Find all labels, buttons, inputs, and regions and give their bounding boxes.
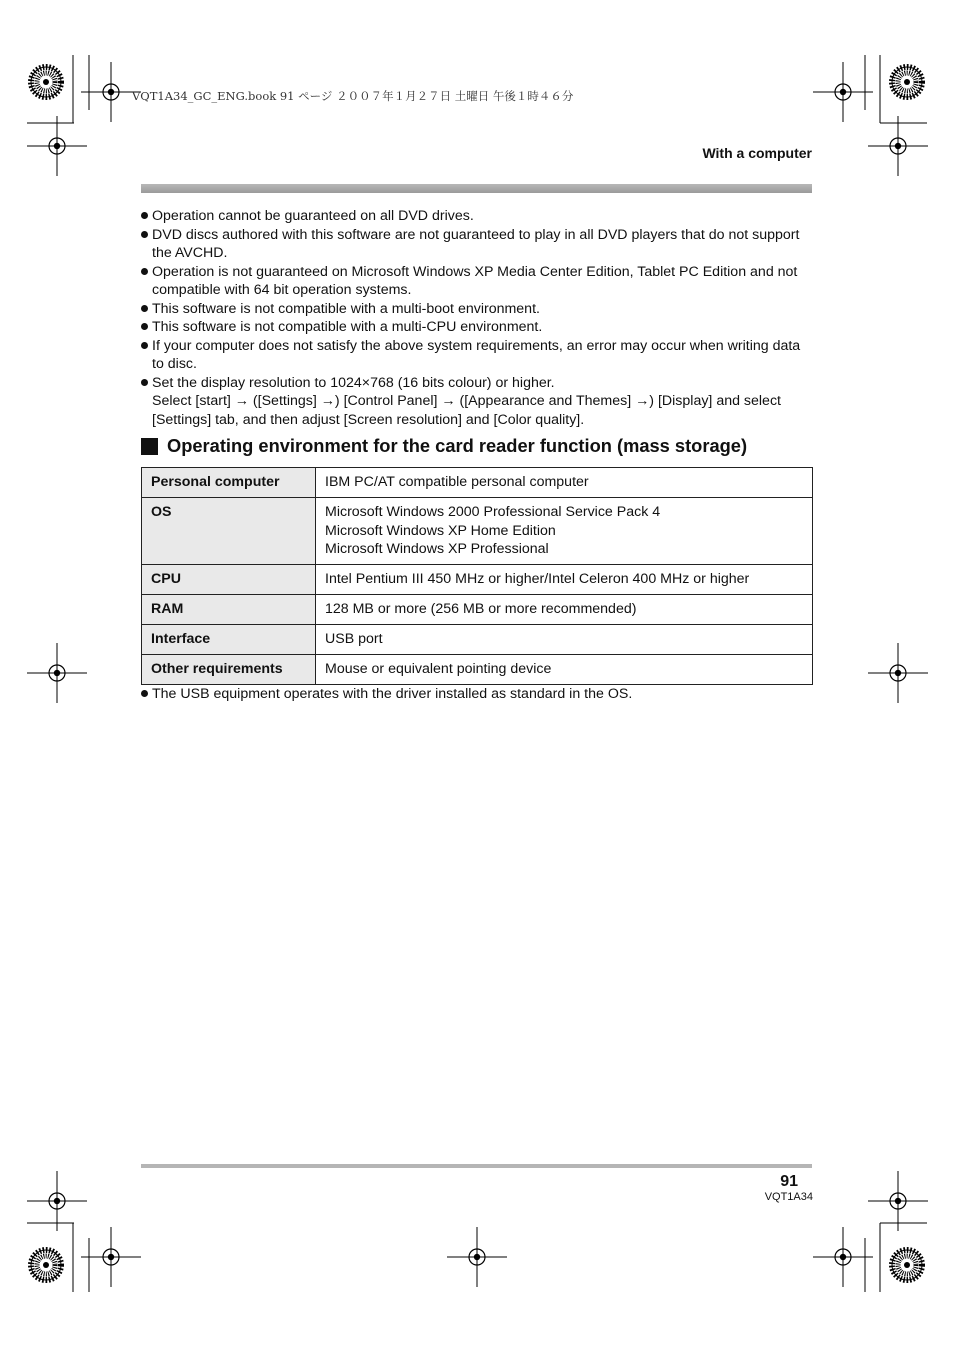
print-header: VQT1A34_GC_ENG.book 91 ページ ２００７年１月２７日 土曜日 午後１時４６分 [132,89,574,103]
table-row [142,625,813,655]
footer-rule [141,1164,812,1168]
bullet-icon [141,268,148,275]
bullet-icon [141,305,148,312]
document-code: VQT1A34 [764,1191,813,1203]
row-label: Other requirements [142,655,316,685]
bullet-icon [141,323,148,330]
page-number: 91 [780,1173,798,1190]
row-label: CPU [142,565,316,595]
list-item: This software is not compatible with a multi-boot environment. [141,300,813,319]
list-item: If your computer does not satisfy the above system requirements, an error may occur when writing data to disc. [141,337,813,374]
row-value: Microsoft Windows 2000 Professional Service Pack 4 Microsoft Windows XP Home Edition Microsoft Windows XP Professional [316,498,813,565]
row-value: USB port [316,625,813,655]
bullet-icon [141,212,148,219]
row-value: IBM PC/AT compatible personal computer [316,468,813,498]
table-row [142,595,813,625]
section-label: With a computer [702,145,812,161]
table-row [142,498,813,565]
footnote [141,685,813,704]
display-settings-instructions: Select [start] → ([Settings] →) [Control Panel] → ([Appearance and Themes] →) [Display] and select [Settings] tab, and then adjust [Screen resolution] and [Color quality]. [152,393,781,428]
row-value: 128 MB or more (256 MB or more recommended) [316,595,813,625]
row-value: Mouse or equivalent pointing device [316,655,813,685]
table-row [142,565,813,595]
bullet-icon [141,231,148,238]
list-item: Set the display resolution to 1024×768 (16 bits colour) or higher. Select [start] → ([Settings] →) [Control Panel] → ([Appearance and Themes] →) [Display] and select [Settings] tab, and then adjust [Screen resolution] and [Color quality]. [141,374,813,430]
list-item: DVD discs authored with this software are not guaranteed to play in all DVD players that do not support the AVCHD. [141,226,813,263]
section-heading-text: Operating environment for the card reader function (mass storage) [167,435,748,456]
list-item: Operation cannot be guaranteed on all DVD drives. [141,207,813,226]
row-label: RAM [142,595,316,625]
row-value: Intel Pentium III 450 MHz or higher/Intel Celeron 400 MHz or higher [316,565,813,595]
list-item: This software is not compatible with a multi-CPU environment. [141,318,813,337]
row-label: Interface [142,625,316,655]
bullet-icon [141,690,148,697]
header-rule [141,184,812,193]
notes-list [141,207,813,429]
row-label: OS [142,498,316,565]
row-label: Personal computer [142,468,316,498]
list-item: The USB equipment operates with the driver installed as standard in the OS. [141,685,813,704]
list-item: Operation is not guaranteed on Microsoft Windows XP Media Center Edition, Tablet PC Edition and not compatible with 64 bit operation systems. [141,263,813,300]
bullet-icon [141,342,148,349]
bullet-icon [141,379,148,386]
table-row [142,655,813,685]
table-row [142,468,813,498]
section-heading [141,435,813,457]
square-bullet-icon [141,438,158,455]
requirements-table [141,467,813,685]
